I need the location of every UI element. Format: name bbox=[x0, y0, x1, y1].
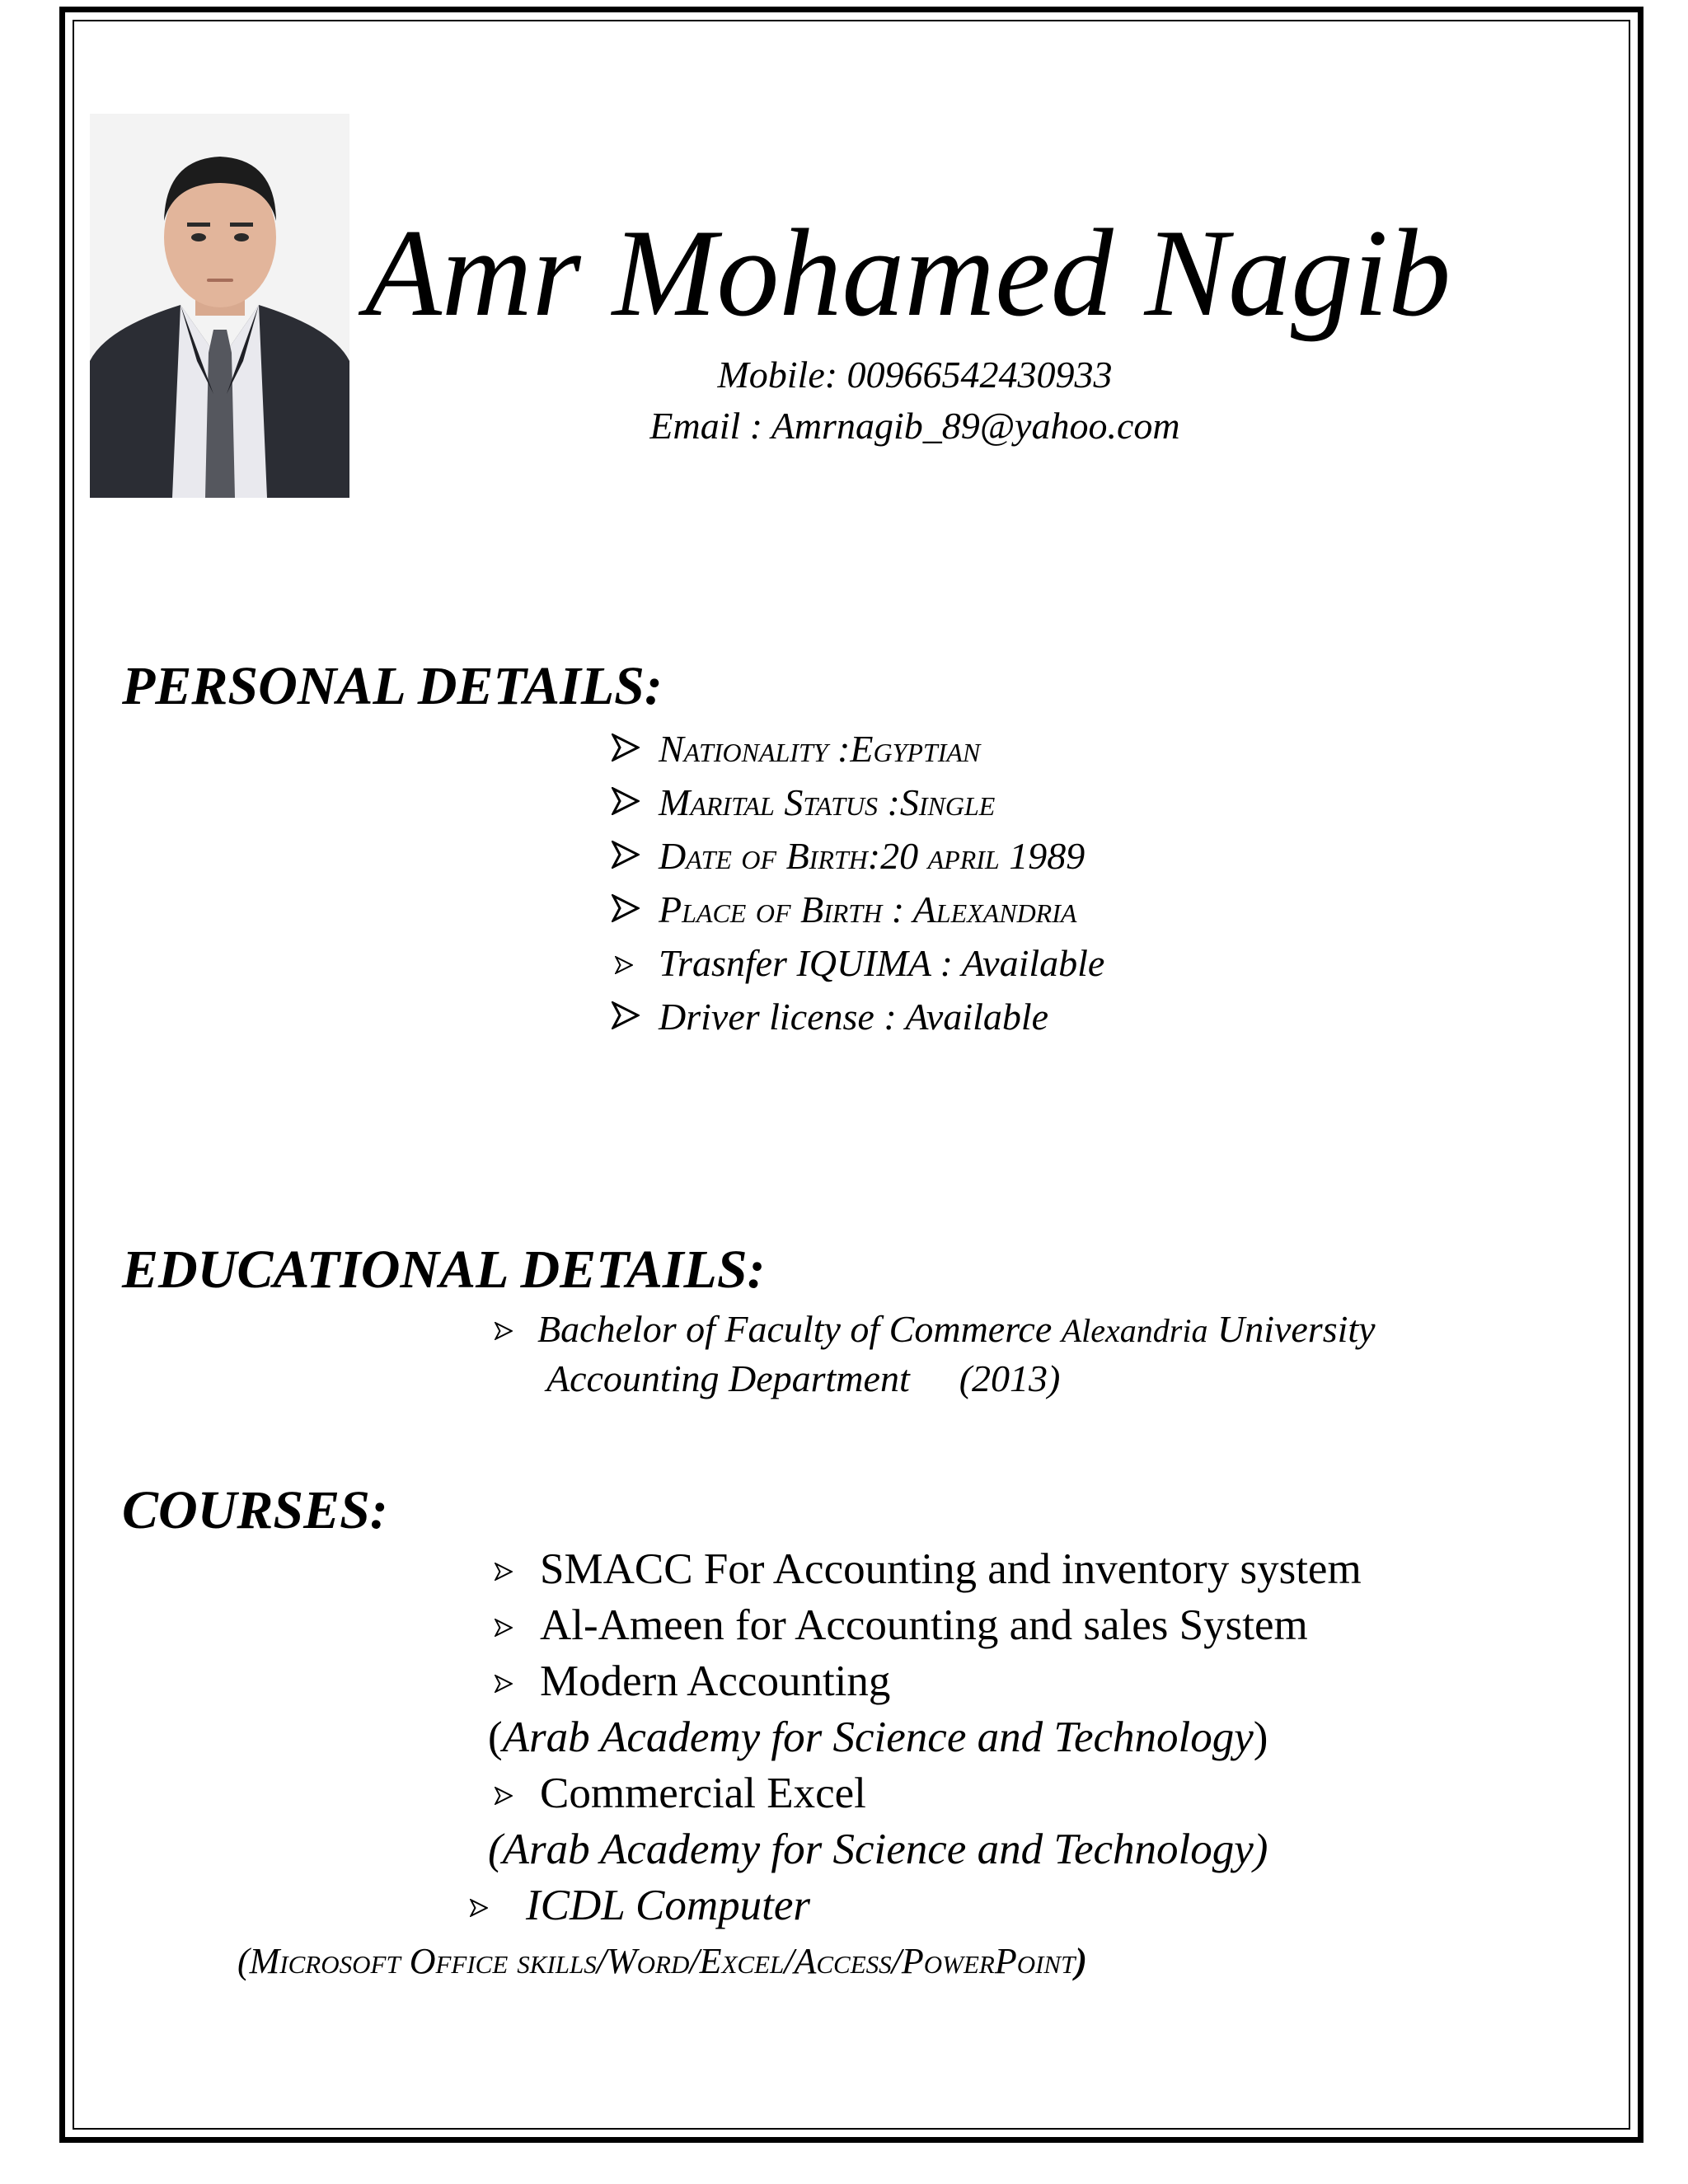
course-item: Al-Ameen for Accounting and sales System bbox=[495, 1604, 1308, 1647]
arrowhead-bullet-icon bbox=[495, 1675, 513, 1693]
list-item: Trasnfer IQUIMA : Available bbox=[612, 944, 1104, 998]
arrowhead-bullet-icon bbox=[470, 1899, 488, 1917]
personal-details-list bbox=[612, 730, 1104, 1052]
department-text: Accounting Department bbox=[546, 1357, 910, 1399]
degree-text: Bachelor of Faculty of Commerce bbox=[537, 1308, 1062, 1350]
email-address: Email : Amrnagib_89@yahoo.com bbox=[649, 405, 1180, 447]
course-item: Modern Accounting bbox=[495, 1660, 890, 1704]
list-item: Date of Birth:20 april 1989 bbox=[612, 837, 1104, 891]
graduation-year: (2013) bbox=[959, 1357, 1061, 1399]
arrowhead-bullet-icon bbox=[612, 733, 640, 762]
course-item: Commercial Excel bbox=[495, 1772, 866, 1816]
arrowhead-bullet-icon bbox=[495, 1787, 513, 1805]
arrowhead-bullet-icon bbox=[612, 894, 640, 922]
degree-university: University bbox=[1207, 1308, 1376, 1350]
mobile-number: Mobile: 00966542430933 bbox=[717, 354, 1113, 396]
arrowhead-bullet-icon bbox=[612, 841, 640, 869]
icdl-skills-detail: (Microsoft Office skills/Word/Excel/Access/PowerPoint) bbox=[237, 1941, 1087, 1981]
education-department bbox=[546, 1357, 1061, 1399]
courses-heading: COURSES: bbox=[122, 1480, 388, 1540]
education-list bbox=[495, 1310, 1376, 1360]
list-item: Place of Birth : Alexandria bbox=[612, 891, 1104, 944]
arrowhead-bullet-icon bbox=[612, 1001, 640, 1029]
university-city: Alexandria bbox=[1061, 1312, 1208, 1349]
arrowhead-bullet-icon bbox=[495, 1563, 513, 1581]
course-item: SMACC For Accounting and inventory system bbox=[495, 1548, 1362, 1591]
arrowhead-bullet-icon bbox=[495, 1322, 513, 1340]
list-item bbox=[495, 1310, 1376, 1360]
applicant-name: Amr Mohamed Nagib bbox=[365, 204, 1451, 342]
course-institution: (Arab Academy for Science and Technology) bbox=[488, 1713, 1268, 1761]
list-item: Marital Status :Single bbox=[612, 784, 1104, 837]
educational-details-heading: EDUCATIONAL DETAILS: bbox=[122, 1240, 766, 1300]
course-item: ICDL Computer bbox=[470, 1884, 810, 1928]
course-institution: (Arab Academy for Science and Technology) bbox=[488, 1825, 1268, 1873]
arrowhead-bullet-icon bbox=[615, 956, 633, 974]
personal-details-heading: PERSONAL DETAILS: bbox=[122, 656, 663, 716]
list-item: Nationality :Egyptian bbox=[612, 730, 1104, 784]
arrowhead-bullet-icon bbox=[612, 787, 640, 815]
arrowhead-bullet-icon bbox=[495, 1619, 513, 1637]
list-item: Driver license : Available bbox=[612, 998, 1104, 1052]
